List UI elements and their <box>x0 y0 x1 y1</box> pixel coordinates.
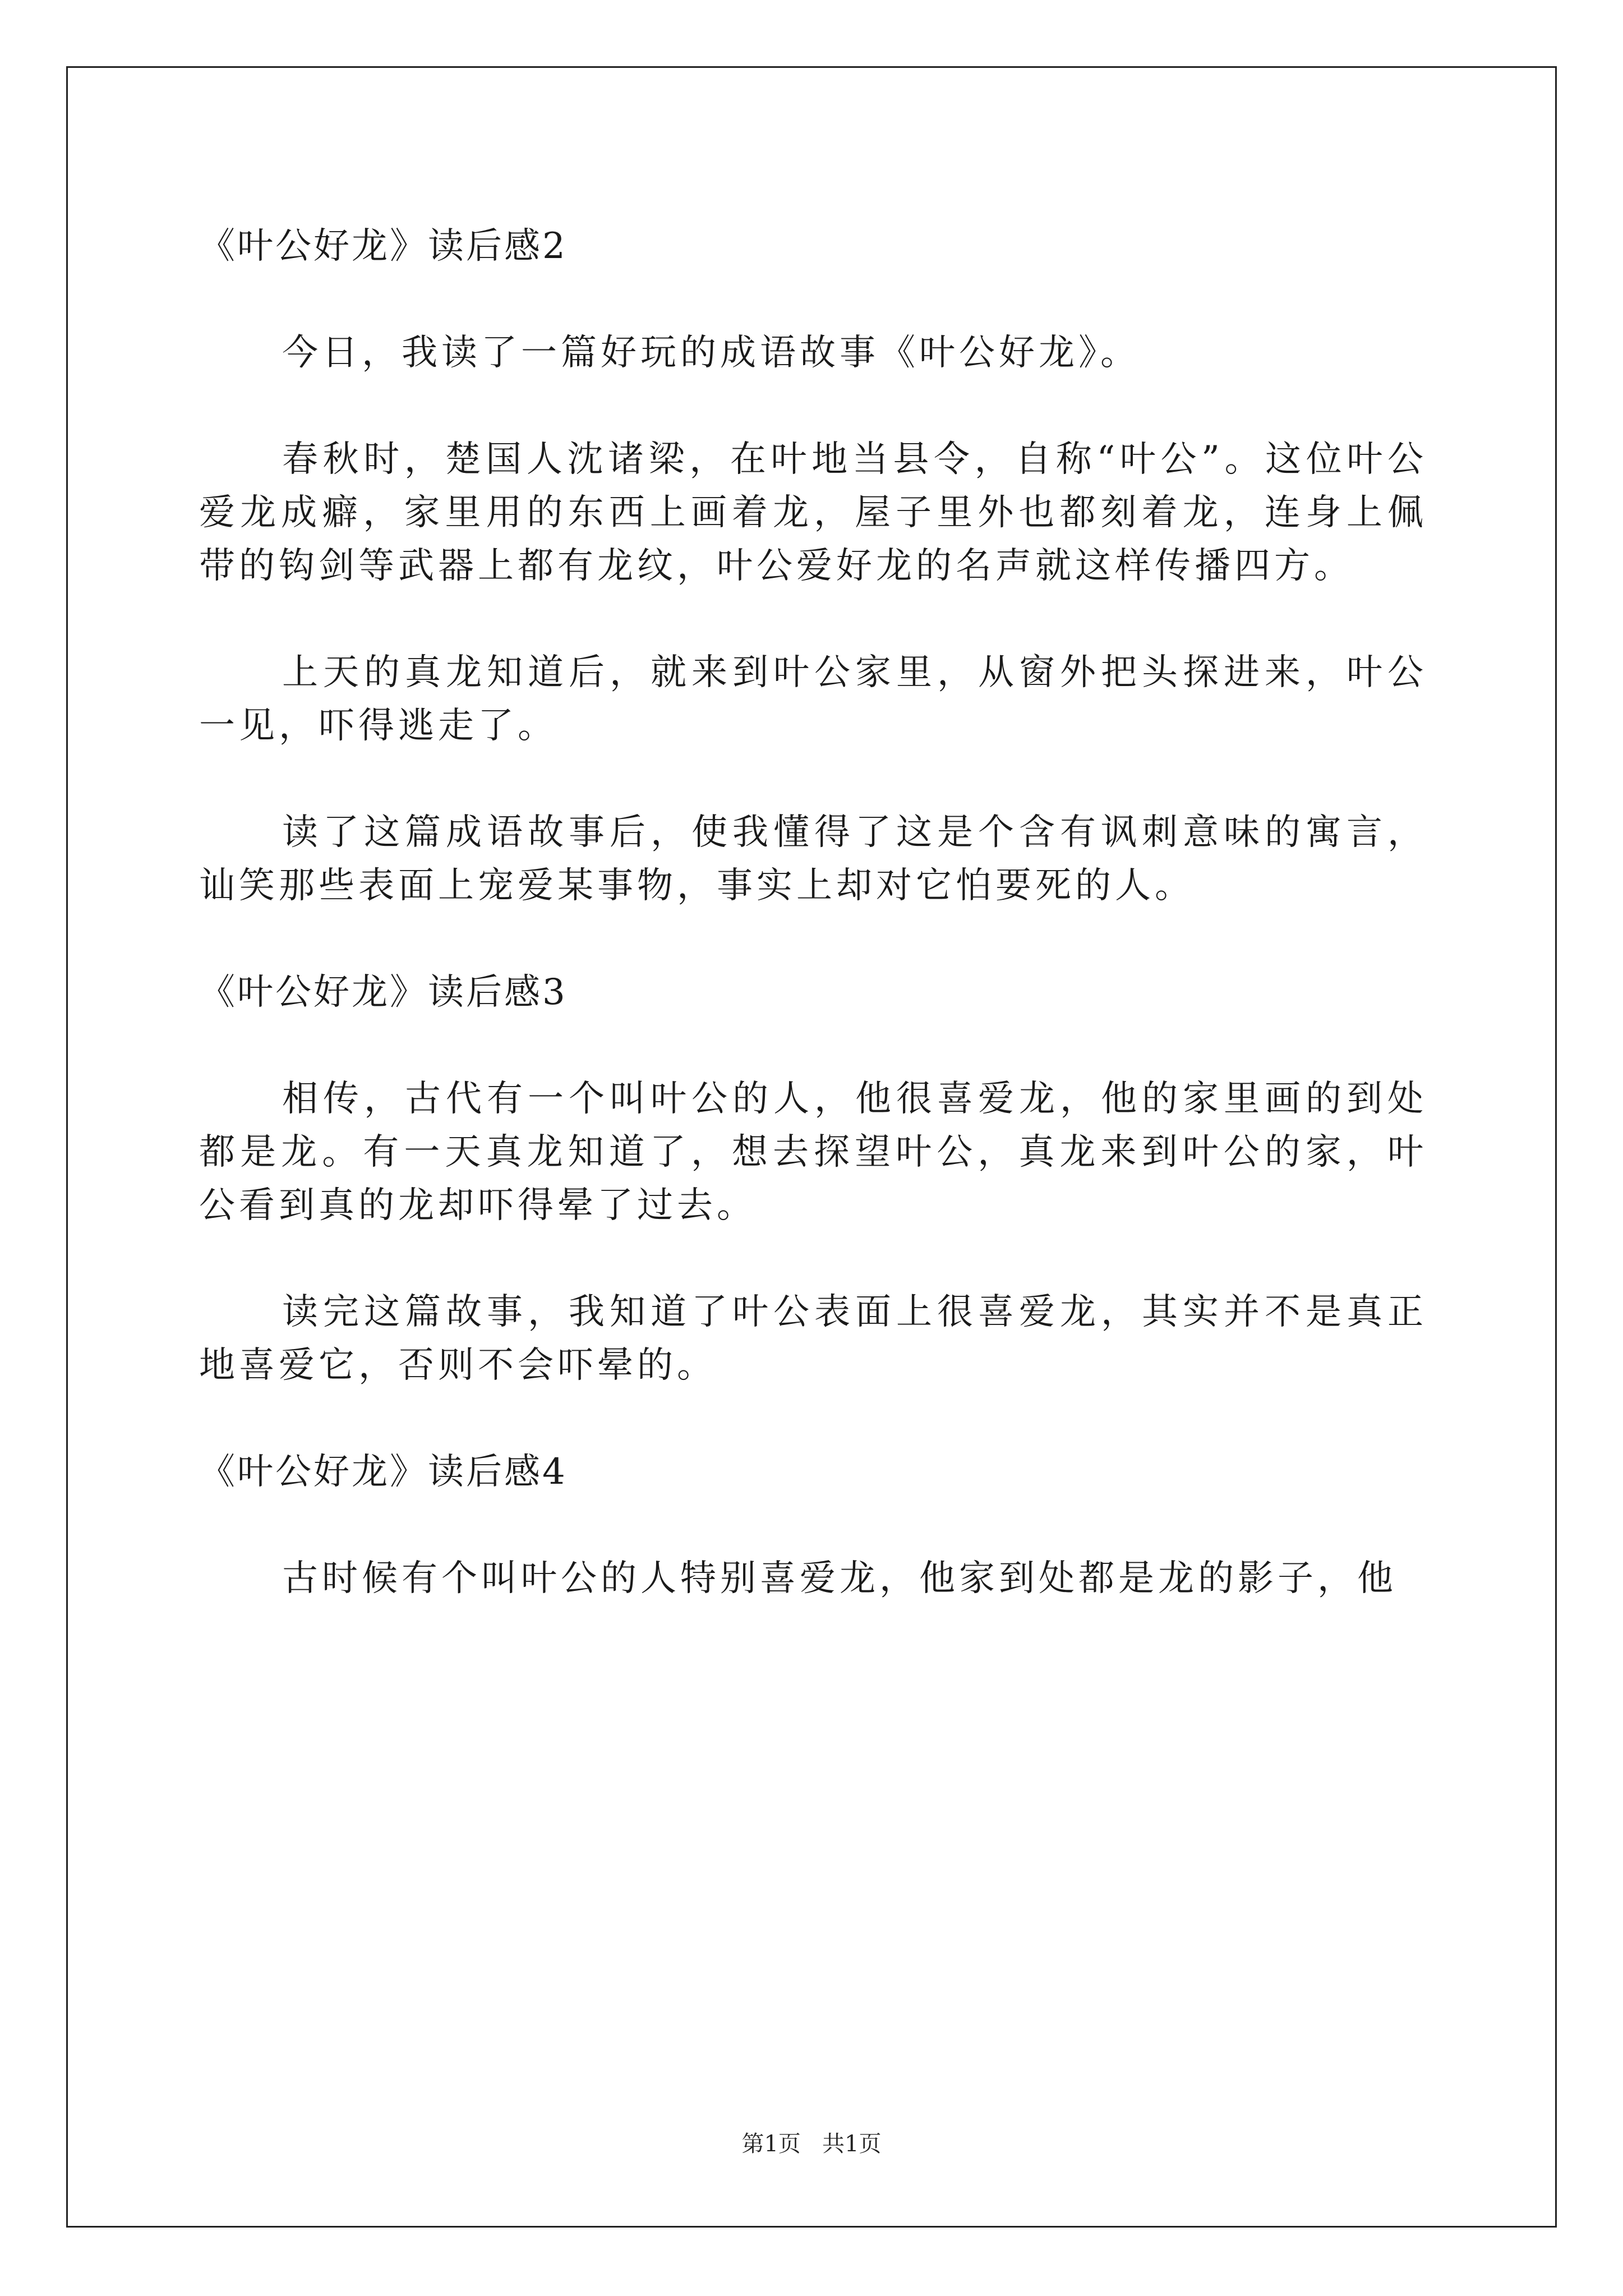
section-heading: 《叶公好龙》读后感3 <box>199 972 568 1013</box>
section-4 <box>199 1446 1427 1605</box>
section-2 <box>199 220 1427 913</box>
paragraph: 读了这篇成语故事后，使我懂得了这是个含有讽刺意味的寓言，讪笑那些表面上宠爱某事物，事实上却对它怕要死的人。 <box>199 812 1427 907</box>
paragraph: 上天的真龙知道后，就来到叶公家里，从窗外把头探进来，叶公一见，吓得逃走了。 <box>199 652 1427 747</box>
document-body <box>199 220 1427 1605</box>
section-3 <box>199 966 1427 1392</box>
section-heading: 《叶公好龙》读后感4 <box>199 1451 568 1493</box>
paragraph: 古时候有个叫叶公的人特别喜爱龙，他家到处都是龙的影子，他 <box>282 1558 1397 1599</box>
paragraph: 春秋时，楚国人沈诸梁，在叶地当县令，自称“叶公”。这位叶公爱龙成癖，家里用的东西上画着龙，屋子里外也都刻着龙，连身上佩带的钩剑等武器上都有龙纹，叶公爱好龙的名声就这样传播四方。 <box>199 439 1427 587</box>
section-heading: 《叶公好龙》读后感2 <box>199 226 568 267</box>
paragraph: 今日，我读了一篇好玩的成语故事《叶公好龙》。 <box>282 332 1140 374</box>
paragraph: 相传，古代有一个叫叶公的人，他很喜爱龙，他的家里画的到处都是龙。有一天真龙知道了，想去探望叶公，真龙来到叶公的家，叶公看到真的龙却吓得晕了过去。 <box>199 1078 1427 1226</box>
paragraph: 读完这篇故事，我知道了叶公表面上很喜爱龙，其实并不是真正地喜爱它，否则不会吓晕的。 <box>199 1291 1427 1386</box>
page-number-footer: 第1页 共1页 <box>741 2131 882 2157</box>
